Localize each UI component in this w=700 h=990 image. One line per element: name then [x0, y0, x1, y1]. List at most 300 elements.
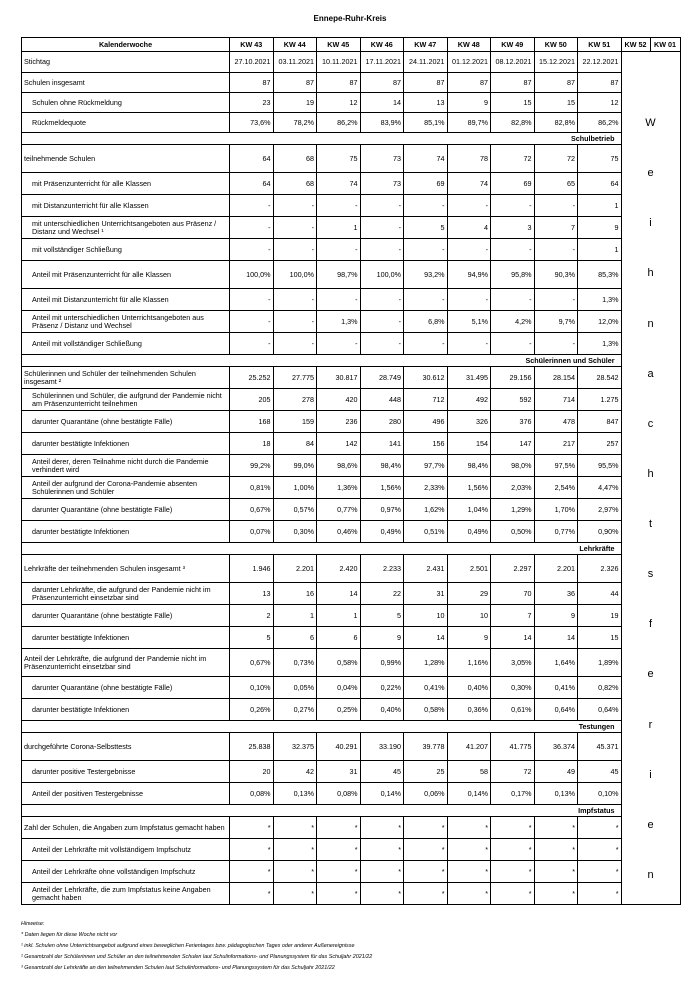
- value-cell: 1,62%: [404, 499, 448, 521]
- value-cell: *: [578, 861, 622, 883]
- value-cell: 0,08%: [317, 783, 361, 805]
- table-row: [22, 861, 681, 883]
- value-cell: *: [230, 839, 274, 861]
- value-cell: 15: [491, 93, 535, 113]
- value-cell: -: [360, 217, 404, 239]
- value-cell: 89,7%: [447, 113, 491, 133]
- value-cell: 1,04%: [447, 499, 491, 521]
- value-cell: -: [491, 333, 535, 355]
- value-cell: *: [578, 817, 622, 839]
- value-cell: 1,3%: [317, 311, 361, 333]
- holiday-letter: n: [647, 317, 654, 330]
- value-cell: 45: [578, 761, 622, 783]
- value-cell: 73: [360, 173, 404, 195]
- section-title: Schulbetrieb: [22, 133, 622, 145]
- row-label: darunter bestätigte Infektionen: [22, 521, 230, 543]
- value-cell: *: [404, 861, 448, 883]
- value-cell: 0,30%: [491, 677, 535, 699]
- value-cell: 448: [360, 389, 404, 411]
- week-header-extra: KW 52: [621, 38, 650, 52]
- value-cell: 87: [404, 73, 448, 93]
- value-cell: 25: [404, 761, 448, 783]
- row-label: teilnehmende Schulen: [22, 145, 230, 173]
- value-cell: 5: [404, 217, 448, 239]
- value-cell: -: [447, 289, 491, 311]
- value-cell: 0,61%: [491, 699, 535, 721]
- stichtag-row: [22, 52, 681, 73]
- value-cell: 7: [534, 217, 578, 239]
- value-cell: 9: [534, 605, 578, 627]
- row-label: Anteil der Lehrkräfte ohne vollständigen Impfschutz: [22, 861, 230, 883]
- row-label: darunter bestätigte Infektionen: [22, 699, 230, 721]
- holiday-letter: h: [647, 467, 654, 480]
- section-title: Schülerinnen und Schüler: [22, 355, 622, 367]
- table-row: [22, 261, 681, 289]
- value-cell: 95,8%: [491, 261, 535, 289]
- value-cell: -: [447, 239, 491, 261]
- row-label: Anteil mit Präsenzunterricht für alle Klassen: [22, 261, 230, 289]
- value-cell: 0,05%: [273, 677, 317, 699]
- row-label: darunter Lehrkräfte, die aufgrund der Pandemie nicht im Präsenzunterricht einsetzbar sind: [22, 583, 230, 605]
- value-cell: 45: [360, 761, 404, 783]
- table-row: [22, 333, 681, 355]
- value-cell: 75: [578, 145, 622, 173]
- value-cell: 0,27%: [273, 699, 317, 721]
- value-cell: 0,58%: [317, 649, 361, 677]
- value-cell: *: [404, 883, 448, 905]
- table-row: [22, 605, 681, 627]
- value-cell: 0,67%: [230, 649, 274, 677]
- value-cell: 65: [534, 173, 578, 195]
- value-cell: *: [534, 817, 578, 839]
- table-row: [22, 93, 681, 113]
- value-cell: 4,2%: [491, 311, 535, 333]
- value-cell: 1,70%: [534, 499, 578, 521]
- value-cell: -: [273, 311, 317, 333]
- value-cell: 20: [230, 761, 274, 783]
- value-cell: 376: [491, 411, 535, 433]
- section-header-row: [22, 805, 681, 817]
- date-cell: 10.11.2021: [317, 52, 361, 73]
- value-cell: 31: [404, 583, 448, 605]
- value-cell: *: [360, 883, 404, 905]
- row-label: Anteil der aufgrund der Corona-Pandemie absenten Schülerinnen und Schüler: [22, 477, 230, 499]
- date-cell: 15.12.2021: [534, 52, 578, 73]
- holiday-letter: h: [647, 267, 654, 280]
- value-cell: 1: [317, 217, 361, 239]
- value-cell: 9: [447, 627, 491, 649]
- value-cell: *: [273, 839, 317, 861]
- value-cell: *: [317, 883, 361, 905]
- value-cell: 0,64%: [578, 699, 622, 721]
- date-cell: 03.11.2021: [273, 52, 317, 73]
- value-cell: -: [360, 333, 404, 355]
- date-cell: 08.12.2021: [491, 52, 535, 73]
- value-cell: 2.326: [578, 555, 622, 583]
- row-label: mit unterschiedlichen Unterrichtsangeboten aus Präsenz / Distanz und Wechsel ¹: [22, 217, 230, 239]
- week-header: KW 46: [360, 38, 404, 52]
- value-cell: *: [273, 861, 317, 883]
- value-cell: 0,08%: [230, 783, 274, 805]
- value-cell: -: [317, 239, 361, 261]
- value-cell: 1: [273, 605, 317, 627]
- value-cell: *: [360, 861, 404, 883]
- value-cell: 141: [360, 433, 404, 455]
- table-row: [22, 649, 681, 677]
- table-row: [22, 733, 681, 761]
- value-cell: 85,1%: [404, 113, 448, 133]
- table-row: [22, 311, 681, 333]
- value-cell: 0,06%: [404, 783, 448, 805]
- value-cell: 100,0%: [273, 261, 317, 289]
- value-cell: 28.749: [360, 367, 404, 389]
- value-cell: 49: [534, 761, 578, 783]
- value-cell: 0,40%: [360, 699, 404, 721]
- value-cell: 4: [447, 217, 491, 239]
- value-cell: 82,8%: [491, 113, 535, 133]
- value-cell: 1,64%: [534, 649, 578, 677]
- value-cell: *: [447, 883, 491, 905]
- value-cell: *: [404, 839, 448, 861]
- holiday-letter: n: [647, 868, 654, 881]
- row-label: Lehrkräfte der teilnehmenden Schulen insgesamt ³: [22, 555, 230, 583]
- table-row: [22, 389, 681, 411]
- value-cell: 93,2%: [404, 261, 448, 289]
- value-cell: -: [230, 195, 274, 217]
- table-row: [22, 883, 681, 905]
- value-cell: 6,8%: [404, 311, 448, 333]
- row-label: Schülerinnen und Schüler, die aufgrund der Pandemie nicht am Präsenzunterricht teilnehmen: [22, 389, 230, 411]
- section-title: Lehrkräfte: [22, 543, 622, 555]
- value-cell: 0,13%: [273, 783, 317, 805]
- row-label: Anteil der Lehrkräfte mit vollständigem Impfschutz: [22, 839, 230, 861]
- table-row: [22, 195, 681, 217]
- value-cell: -: [230, 217, 274, 239]
- holiday-letter: a: [647, 367, 654, 380]
- value-cell: 1,56%: [447, 477, 491, 499]
- table-row: [22, 627, 681, 649]
- row-label: Schulen ohne Rückmeldung: [22, 93, 230, 113]
- value-cell: 2.431: [404, 555, 448, 583]
- value-cell: 257: [578, 433, 622, 455]
- value-cell: 84: [273, 433, 317, 455]
- row-label: Schulen insgesamt: [22, 73, 230, 93]
- value-cell: 0,40%: [447, 677, 491, 699]
- value-cell: 154: [447, 433, 491, 455]
- value-cell: 3,05%: [491, 649, 535, 677]
- table-row: [22, 217, 681, 239]
- section-header-row: [22, 133, 681, 145]
- value-cell: 97,5%: [534, 455, 578, 477]
- value-cell: *: [317, 817, 361, 839]
- row-label: Anteil mit unterschiedlichen Unterrichtsangeboten aus Präsenz / Distanz und Wechsel: [22, 311, 230, 333]
- row-label: darunter bestätigte Infektionen: [22, 433, 230, 455]
- row-label: Anteil der positiven Testergebnisse: [22, 783, 230, 805]
- value-cell: -: [534, 289, 578, 311]
- value-cell: 69: [491, 173, 535, 195]
- week-header: KW 47: [404, 38, 448, 52]
- table-row: [22, 433, 681, 455]
- value-cell: 74: [447, 173, 491, 195]
- value-cell: 19: [273, 93, 317, 113]
- value-cell: -: [273, 217, 317, 239]
- value-cell: -: [230, 311, 274, 333]
- value-cell: 40.291: [317, 733, 361, 761]
- value-cell: 64: [230, 145, 274, 173]
- value-cell: 87: [273, 73, 317, 93]
- holiday-letter: i: [649, 217, 652, 230]
- value-cell: 25.838: [230, 733, 274, 761]
- holiday-vertical-text: [624, 119, 678, 879]
- table-row: [22, 699, 681, 721]
- value-cell: 87: [230, 73, 274, 93]
- value-cell: 1.946: [230, 555, 274, 583]
- value-cell: 28.154: [534, 367, 578, 389]
- value-cell: 2.501: [447, 555, 491, 583]
- week-header: KW 48: [447, 38, 491, 52]
- value-cell: 85,3%: [578, 261, 622, 289]
- date-cell: 22.12.2021: [578, 52, 622, 73]
- value-cell: 0,46%: [317, 521, 361, 543]
- holiday-letter: c: [647, 417, 654, 430]
- value-cell: -: [491, 195, 535, 217]
- footnote: ³ Gesamtzahl der Lehrkräfte an den teilnehmenden Schulen laut Schulinformations- und Planungssystem für das Schuljahr 2021/22: [21, 965, 335, 971]
- row-label: Rückmeldequote: [22, 113, 230, 133]
- value-cell: *: [491, 839, 535, 861]
- header-row: [22, 38, 681, 52]
- value-cell: 41.775: [491, 733, 535, 761]
- value-cell: -: [404, 333, 448, 355]
- value-cell: 27.775: [273, 367, 317, 389]
- value-cell: 29: [447, 583, 491, 605]
- holiday-letter: r: [648, 718, 653, 731]
- holiday-column: [621, 52, 680, 905]
- value-cell: -: [404, 239, 448, 261]
- value-cell: *: [534, 861, 578, 883]
- value-cell: 0,77%: [534, 521, 578, 543]
- value-cell: *: [447, 839, 491, 861]
- value-cell: 87: [360, 73, 404, 93]
- value-cell: -: [273, 195, 317, 217]
- value-cell: 32.375: [273, 733, 317, 761]
- value-cell: 0,97%: [360, 499, 404, 521]
- value-cell: 39.778: [404, 733, 448, 761]
- value-cell: -: [447, 333, 491, 355]
- value-cell: -: [534, 333, 578, 355]
- week-header: KW 43: [230, 38, 274, 52]
- section-header-row: [22, 721, 681, 733]
- value-cell: 6: [317, 627, 361, 649]
- value-cell: 1,56%: [360, 477, 404, 499]
- value-cell: *: [404, 817, 448, 839]
- value-cell: -: [491, 239, 535, 261]
- value-cell: 9: [447, 93, 491, 113]
- value-cell: -: [360, 239, 404, 261]
- table-row: [22, 839, 681, 861]
- value-cell: 87: [317, 73, 361, 93]
- value-cell: -: [360, 195, 404, 217]
- holiday-letter: W: [645, 117, 656, 129]
- value-cell: *: [447, 817, 491, 839]
- footnotes: [21, 919, 372, 974]
- value-cell: 278: [273, 389, 317, 411]
- week-header: KW 50: [534, 38, 578, 52]
- value-cell: 13: [404, 93, 448, 113]
- section-header-row: [22, 543, 681, 555]
- section-title: Impfstatus: [22, 805, 622, 817]
- holiday-letter: f: [648, 618, 653, 631]
- value-cell: 100,0%: [230, 261, 274, 289]
- table-row: [22, 677, 681, 699]
- value-cell: 420: [317, 389, 361, 411]
- value-cell: -: [534, 195, 578, 217]
- value-cell: 0,07%: [230, 521, 274, 543]
- value-cell: 847: [578, 411, 622, 433]
- value-cell: 73,6%: [230, 113, 274, 133]
- value-cell: 73: [360, 145, 404, 173]
- value-cell: 0,49%: [447, 521, 491, 543]
- value-cell: 36.374: [534, 733, 578, 761]
- value-cell: 14: [317, 583, 361, 605]
- value-cell: 74: [404, 145, 448, 173]
- value-cell: 87: [447, 73, 491, 93]
- value-cell: 2,03%: [491, 477, 535, 499]
- value-cell: 0,57%: [273, 499, 317, 521]
- header-label: Kalenderwoche: [22, 38, 230, 52]
- table-row: [22, 761, 681, 783]
- value-cell: 3: [491, 217, 535, 239]
- value-cell: 98,0%: [491, 455, 535, 477]
- value-cell: *: [317, 861, 361, 883]
- value-cell: -: [360, 289, 404, 311]
- value-cell: 68: [273, 173, 317, 195]
- value-cell: 0,41%: [404, 677, 448, 699]
- value-cell: 99,0%: [273, 455, 317, 477]
- value-cell: -: [230, 239, 274, 261]
- value-cell: 10: [404, 605, 448, 627]
- value-cell: 0,14%: [360, 783, 404, 805]
- value-cell: 0,30%: [273, 521, 317, 543]
- row-label: Schülerinnen und Schüler der teilnehmenden Schulen insgesamt ²: [22, 367, 230, 389]
- value-cell: *: [230, 883, 274, 905]
- value-cell: 159: [273, 411, 317, 433]
- date-cell: 27.10.2021: [230, 52, 274, 73]
- value-cell: 86,2%: [317, 113, 361, 133]
- table-row: [22, 173, 681, 195]
- footnote: ² Gesamtzahl der Schülerinnen und Schüler an den teilnehmenden Schulen laut Schulinformations- und Planungssystem für das Schuljahr 2021/22: [21, 954, 373, 960]
- table-row: [22, 521, 681, 543]
- value-cell: 86,2%: [578, 113, 622, 133]
- holiday-letter: s: [647, 568, 654, 581]
- value-cell: *: [273, 883, 317, 905]
- value-cell: 0,81%: [230, 477, 274, 499]
- row-label: darunter bestätigte Infektionen: [22, 627, 230, 649]
- row-label: darunter Quarantäne (ohne bestätigte Fälle): [22, 677, 230, 699]
- value-cell: 98,7%: [317, 261, 361, 289]
- value-cell: 5: [230, 627, 274, 649]
- value-cell: 14: [534, 627, 578, 649]
- value-cell: 5: [360, 605, 404, 627]
- value-cell: 0,04%: [317, 677, 361, 699]
- value-cell: 2: [230, 605, 274, 627]
- value-cell: 0,51%: [404, 521, 448, 543]
- value-cell: 29.156: [491, 367, 535, 389]
- value-cell: -: [404, 289, 448, 311]
- value-cell: 2.233: [360, 555, 404, 583]
- page-title: Ennepe-Ruhr-Kreis: [313, 14, 387, 23]
- value-cell: 22: [360, 583, 404, 605]
- value-cell: 83,9%: [360, 113, 404, 133]
- value-cell: 496: [404, 411, 448, 433]
- value-cell: 0,77%: [317, 499, 361, 521]
- row-label: darunter Quarantäne (ohne bestätigte Fälle): [22, 411, 230, 433]
- row-label: Anteil mit vollständiger Schließung: [22, 333, 230, 355]
- value-cell: *: [578, 883, 622, 905]
- footnote: Hinweise:: [21, 921, 45, 927]
- value-cell: 2.201: [534, 555, 578, 583]
- value-cell: 98,6%: [317, 455, 361, 477]
- value-cell: 87: [534, 73, 578, 93]
- row-label: mit Distanzunterricht für alle Klassen: [22, 195, 230, 217]
- value-cell: 98,4%: [447, 455, 491, 477]
- week-header-extra: KW 01: [650, 38, 680, 52]
- value-cell: 1,36%: [317, 477, 361, 499]
- value-cell: 156: [404, 433, 448, 455]
- value-cell: *: [534, 883, 578, 905]
- value-cell: 94,9%: [447, 261, 491, 289]
- value-cell: 10: [447, 605, 491, 627]
- table-row: [22, 455, 681, 477]
- value-cell: 18: [230, 433, 274, 455]
- value-cell: 97,7%: [404, 455, 448, 477]
- value-cell: 0,41%: [534, 677, 578, 699]
- value-cell: 0,99%: [360, 649, 404, 677]
- value-cell: 31.495: [447, 367, 491, 389]
- value-cell: *: [534, 839, 578, 861]
- value-cell: *: [491, 861, 535, 883]
- value-cell: 205: [230, 389, 274, 411]
- value-cell: 64: [578, 173, 622, 195]
- date-cell: 01.12.2021: [447, 52, 491, 73]
- value-cell: 2,54%: [534, 477, 578, 499]
- row-label: darunter positive Testergebnisse: [22, 761, 230, 783]
- value-cell: 5,1%: [447, 311, 491, 333]
- value-cell: -: [404, 195, 448, 217]
- value-cell: 1: [317, 605, 361, 627]
- value-cell: 41.207: [447, 733, 491, 761]
- value-cell: 1: [578, 195, 622, 217]
- value-cell: *: [491, 817, 535, 839]
- value-cell: *: [578, 839, 622, 861]
- value-cell: 0,49%: [360, 521, 404, 543]
- value-cell: -: [273, 289, 317, 311]
- value-cell: 0,22%: [360, 677, 404, 699]
- value-cell: 168: [230, 411, 274, 433]
- value-cell: 87: [491, 73, 535, 93]
- value-cell: 74: [317, 173, 361, 195]
- value-cell: 0,10%: [578, 783, 622, 805]
- row-label: Anteil der Lehrkräfte, die aufgrund der Pandemie nicht im Präsenzunterricht einsetzbar sind: [22, 649, 230, 677]
- value-cell: 90,3%: [534, 261, 578, 289]
- value-cell: 72: [491, 761, 535, 783]
- value-cell: 1,89%: [578, 649, 622, 677]
- table-row: [22, 145, 681, 173]
- value-cell: 0,67%: [230, 499, 274, 521]
- table-row: [22, 367, 681, 389]
- value-cell: 492: [447, 389, 491, 411]
- value-cell: 0,73%: [273, 649, 317, 677]
- value-cell: 82,8%: [534, 113, 578, 133]
